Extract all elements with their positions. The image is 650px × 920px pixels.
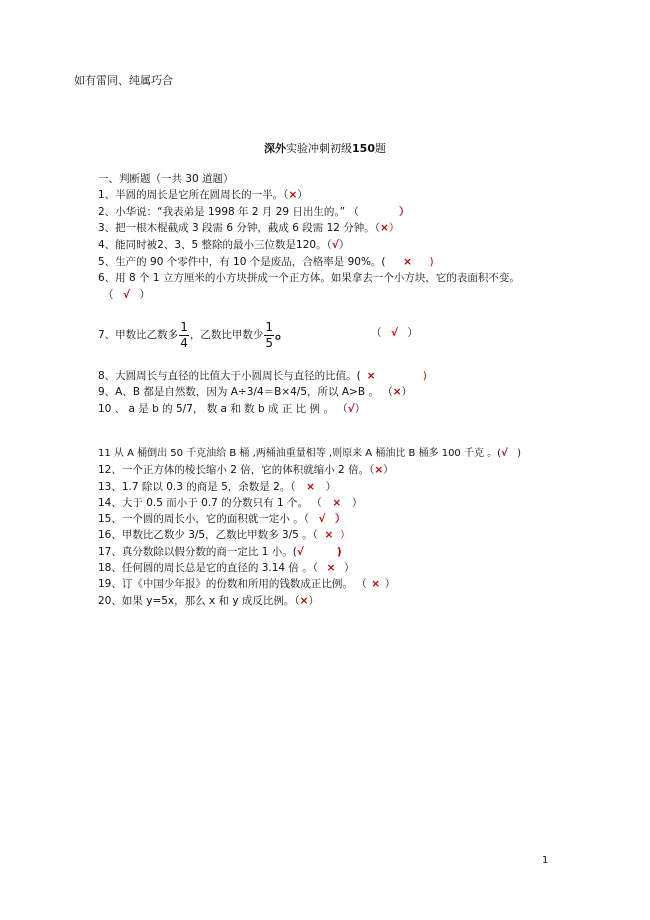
question-text: 11 从 A 桶倒出 50 千克油给 B 桶 ,两桶油重量相等 ,则原来 A 桶油比 B 桶多 100 千克 。( bbox=[98, 448, 502, 459]
question-close: ） bbox=[338, 239, 350, 251]
title-number: 150 bbox=[352, 142, 375, 155]
question-text: 8、大圆周长与直径的比值大于小圆周长与直径的比值。( bbox=[98, 370, 361, 382]
question-text: 19、订《中国少年报》的份数和所用的钱数成正比例。 （ bbox=[98, 578, 367, 590]
question-7-answer bbox=[371, 326, 418, 340]
question-text: 2、小华说：“我表弟是 1998 年 2 月 29 日出生的。” （ bbox=[98, 206, 359, 218]
question-close: ） bbox=[351, 497, 363, 509]
section-title: 一、判断题（一共 30 道题） bbox=[98, 173, 234, 185]
answer-mark: √ bbox=[318, 513, 326, 525]
question-text: 5、生产的 90 个零件中，有 10 个是废品，合格率是 90%。( bbox=[98, 256, 386, 268]
answer-mark: √ bbox=[331, 239, 339, 251]
question-text: 20、如果 y=5x，那么 x 和 y 成反比例。（ bbox=[98, 595, 300, 607]
answer-mark: √ bbox=[122, 289, 130, 301]
answer-mark: × bbox=[380, 222, 389, 234]
question-close: ) bbox=[429, 256, 434, 268]
question-open: （ bbox=[371, 327, 382, 339]
question-3 bbox=[98, 221, 399, 235]
question-text: 10 、 a 是 b 的 5/7， 数 a 和 数 b 成 正 比 例 。 （ bbox=[98, 403, 348, 415]
answer-mark: × bbox=[306, 481, 315, 493]
question-9 bbox=[98, 385, 412, 399]
answer-mark: × bbox=[403, 256, 412, 268]
fraction-denominator: 4 bbox=[180, 335, 188, 350]
question-12 bbox=[98, 463, 394, 477]
question-18 bbox=[98, 561, 355, 575]
question-close: ） bbox=[344, 562, 355, 574]
question-text: 3、把一根木棍截成 3 段需 6 分钟，截成 6 段需 12 分钟。（ bbox=[98, 222, 381, 234]
question-6 bbox=[98, 271, 520, 285]
question-4 bbox=[98, 238, 349, 252]
fraction-numerator: 1 bbox=[180, 319, 188, 334]
period-mark: 。 bbox=[274, 323, 291, 342]
question-text: 9、A、B 都是自然数，因为 A÷3/4＝B×4/5，所以 A>B 。 （ bbox=[98, 386, 393, 398]
question-close: ） bbox=[354, 403, 366, 415]
question-15 bbox=[98, 512, 345, 526]
question-close: ） bbox=[308, 595, 319, 607]
question-close: ） bbox=[388, 222, 400, 234]
document-title bbox=[0, 140, 650, 156]
page-number: 1 bbox=[542, 855, 549, 866]
question-close: ） bbox=[383, 464, 394, 476]
question-13 bbox=[98, 480, 336, 494]
question-close: ) bbox=[422, 370, 427, 382]
question-close: ） bbox=[297, 189, 308, 201]
fraction-numerator: 1 bbox=[265, 319, 273, 334]
question-close: ） bbox=[407, 327, 418, 339]
fraction-denominator: 5 bbox=[265, 335, 273, 350]
question-2 bbox=[98, 205, 409, 219]
question-text: 1、半圆的周长是它所在圆周长的一半。（ bbox=[98, 189, 289, 201]
question-close: ） bbox=[325, 481, 337, 493]
question-close: ) bbox=[336, 546, 342, 558]
question-6-answer bbox=[103, 288, 150, 302]
answer-mark: √ bbox=[390, 327, 398, 339]
question-5 bbox=[98, 255, 434, 269]
question-7 bbox=[98, 313, 291, 355]
question-close: ） bbox=[334, 513, 346, 525]
question-close: ） bbox=[139, 289, 150, 301]
question-11 bbox=[98, 447, 521, 461]
question-17 bbox=[98, 545, 342, 559]
answer-mark: × bbox=[299, 595, 309, 607]
title-prefix: 深外 bbox=[264, 142, 287, 155]
answer-mark: √ bbox=[501, 448, 508, 459]
question-open: （ bbox=[103, 289, 114, 301]
answer-mark: × bbox=[324, 529, 334, 541]
answer-mark: × bbox=[332, 497, 342, 509]
question-text: 6、用 8 个 1 立方厘米的小方块拼成一个正方体。如果拿去一个小方块，它的表面积不变。 bbox=[98, 272, 520, 284]
question-close: ） bbox=[339, 529, 351, 541]
question-close: ） bbox=[401, 386, 413, 398]
answer-mark: × bbox=[366, 370, 376, 382]
answer-mark: × bbox=[374, 464, 384, 476]
question-text: 18、任何圆的周长总是它的直径的 3.14 倍 。（ bbox=[98, 562, 319, 574]
question-text-b: ，乙数比甲数少 bbox=[189, 329, 264, 341]
question-1 bbox=[98, 188, 308, 202]
answer-mark: × bbox=[371, 578, 381, 590]
header-note: 如有雷同、纯属巧合 bbox=[74, 74, 173, 87]
question-20 bbox=[98, 594, 319, 608]
title-middle: 实验冲刺初级 bbox=[286, 142, 353, 155]
fraction-one-quarter bbox=[179, 320, 189, 351]
answer-mark: × bbox=[392, 386, 402, 398]
question-close: ) bbox=[517, 448, 521, 459]
question-10 bbox=[98, 402, 365, 416]
fraction-one-fifth bbox=[264, 320, 274, 351]
answer-mark: × bbox=[288, 189, 298, 201]
question-close: ） bbox=[384, 578, 396, 590]
question-text: 12、一个正方体的棱长缩小 2 倍，它的体积就缩小 2 倍。（ bbox=[98, 464, 375, 476]
answer-mark: √ bbox=[347, 403, 355, 415]
answer-mark: × bbox=[326, 562, 336, 574]
question-close: ） bbox=[398, 206, 410, 218]
question-text: 14、大于 0.5 而小于 0.7 的分数只有 1 个。 （ bbox=[98, 497, 322, 509]
question-14 bbox=[98, 496, 362, 510]
question-16 bbox=[98, 528, 350, 542]
question-8 bbox=[98, 369, 427, 383]
question-text: 13、1.7 除以 0.3 的商是 5，余数是 2。（ bbox=[98, 481, 296, 493]
question-text: 15、一个圆的周长小，它的面积就一定小 。（ bbox=[98, 513, 309, 525]
question-text: 17、真分数除以假分数的商一定比 1 小。( bbox=[98, 546, 297, 558]
question-text: 16、甲数比乙数少 3/5，乙数比甲数多 3/5 。（ bbox=[98, 529, 318, 541]
question-text: 7、甲数比乙数多 bbox=[98, 329, 179, 341]
question-19 bbox=[98, 577, 395, 591]
answer-mark: √ bbox=[296, 546, 304, 558]
question-text: 4、能同时被2、3、5 整除的最小三位数是120。（ bbox=[98, 239, 332, 251]
title-suffix: 题 bbox=[374, 142, 386, 155]
